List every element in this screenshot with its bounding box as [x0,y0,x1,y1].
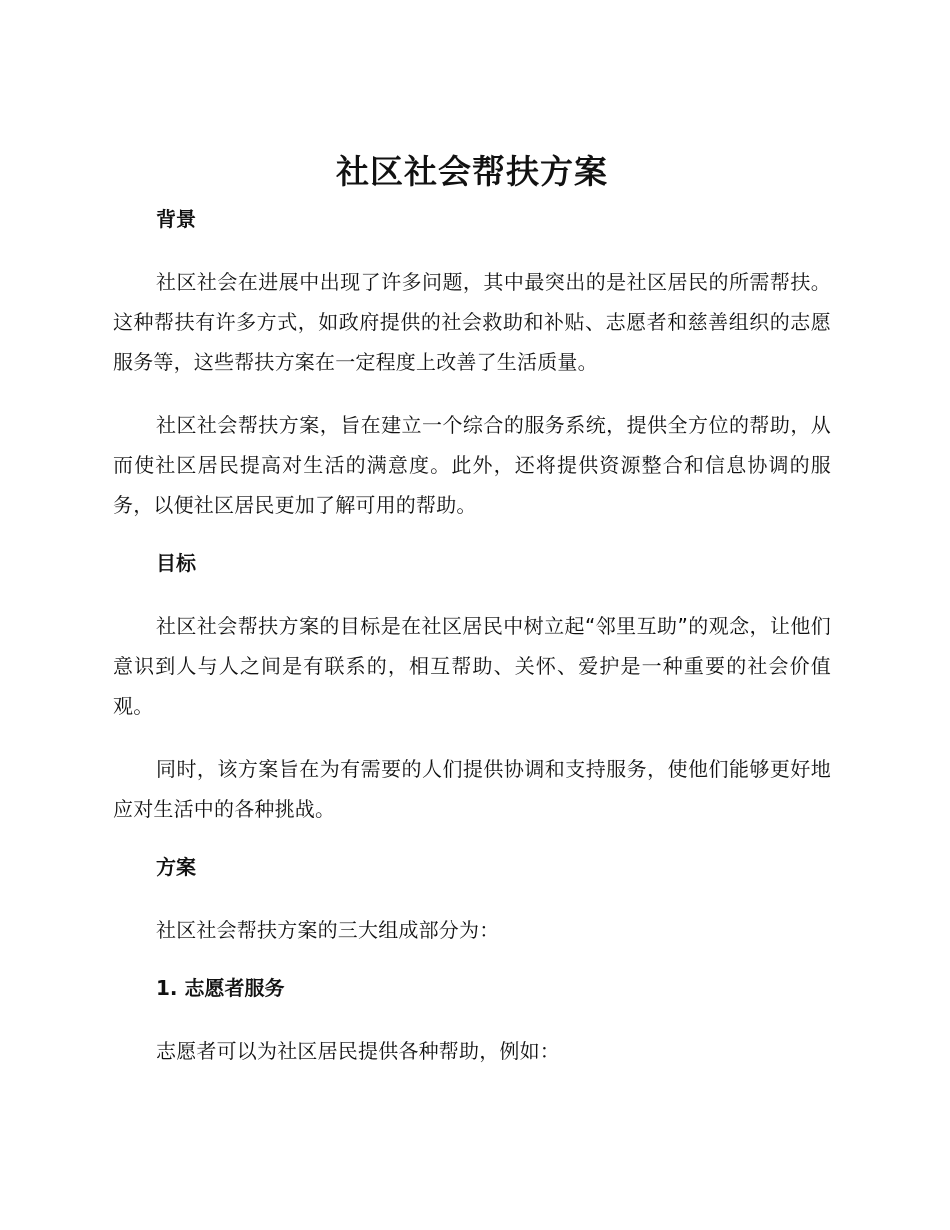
section-heading-goal: 目标 [156,551,196,575]
paragraph-background-2: 社区社会帮扶方案，旨在建立一个综合的服务系统，提供全方位的帮助，从而使社区居民提高对生活的满意度。此外，还将提供资源整合和信息协调的服务，以便社区居民更加了解可用的帮助。 [113,413,831,517]
section-heading-background: 背景 [156,207,196,231]
paragraph-goal-1: 社区社会帮扶方案的目标是在社区居民中树立起“邻里互助”的观念，让他们意识到人与人之间是有联系的，相互帮助、关怀、爱护是一种重要的社会价值观。 [113,614,831,718]
subsection-heading-volunteer-service: 1. 志愿者服务 [156,976,285,1000]
paragraph-goal-2: 同时，该方案旨在为有需要的人们提供协调和支持服务，使他们能够更好地应对生活中的各种挑战。 [113,757,831,821]
document-title: 社区社会帮扶方案 [336,152,608,191]
paragraph-background-1: 社区社会在进展中出现了许多问题，其中最突出的是社区居民的所需帮扶。这种帮扶有许多方式，如政府提供的社会救助和补贴、志愿者和慈善组织的志愿服务等，这些帮扶方案在一定程度上改善了生活质量。 [113,270,831,374]
paragraph-volunteer-service-1: 志愿者可以为社区居民提供各种帮助，例如： [156,1039,560,1063]
section-heading-plan: 方案 [156,855,196,879]
paragraph-plan-1: 社区社会帮扶方案的三大组成部分为： [156,918,500,942]
document-body [113,148,831,1094]
